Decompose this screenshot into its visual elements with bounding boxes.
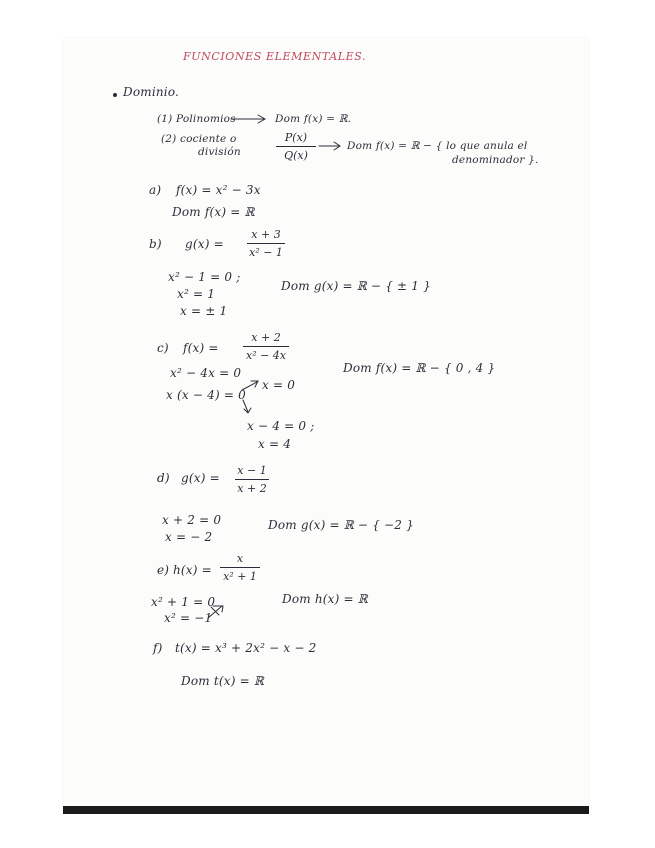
exercise-e-numerator: x	[236, 552, 244, 565]
exercise-f-domain: Dom t(x) = ℝ	[181, 674, 265, 688]
section-heading: Dominio.	[123, 85, 180, 99]
exercise-e-label: e)	[157, 563, 170, 577]
exercise-b-denominator: x² − 1	[249, 246, 283, 259]
exercise-a-domain: Dom f(x) = ℝ	[172, 205, 255, 219]
exercise-c-lhs: f(x) =	[183, 341, 219, 355]
exercise-e-step-2: x² = −1	[164, 611, 213, 625]
exercise-f-label: f)	[153, 641, 163, 655]
up-right-arrow-icon	[242, 382, 257, 390]
exercise-d-lhs: g(x) =	[181, 471, 220, 485]
exercise-d-step-1: x + 2 = 0	[162, 513, 222, 527]
no-solution-mark-icon	[208, 606, 222, 618]
exercise-d-denominator: x + 2	[237, 482, 267, 495]
exercise-b-step-3: x = ± 1	[180, 304, 228, 318]
exercise-b-numerator: x + 3	[251, 228, 281, 241]
rule-1-label: (1) Polinomios	[157, 113, 236, 125]
exercise-c-denominator: x² − 4x	[245, 349, 287, 362]
rule-2-numerator: P(x)	[284, 131, 308, 144]
exercise-b-step-1: x² − 1 = 0 ;	[168, 270, 241, 284]
rule-2-label-a: (2) cociente o	[161, 133, 237, 145]
exercise-e-domain: Dom h(x) = ℝ	[282, 592, 368, 606]
exercise-c-step-2: x (x − 4) = 0	[166, 388, 246, 402]
exercise-c-step-3: x = 0	[262, 378, 296, 392]
rule-2-result: Dom f(x) = ℝ − { lo que anula el	[347, 140, 528, 152]
exercise-c-step-5: x = 4	[258, 437, 292, 451]
exercise-d-numerator: x − 1	[237, 464, 267, 477]
exercise-c-step-4: x − 4 = 0 ;	[247, 419, 315, 433]
rule-1-result: Dom f(x) = ℝ.	[275, 113, 352, 125]
exercise-b-domain: Dom g(x) = ℝ − { ± 1 }	[281, 279, 431, 293]
exercise-c-label: c)	[157, 341, 169, 355]
rule-2-denominator: Q(x)	[284, 149, 308, 162]
page-title: FUNCIONES ELEMENTALES.	[183, 50, 367, 63]
exercise-d-domain: Dom g(x) = ℝ − { −2 }	[268, 518, 414, 532]
exercise-d-step-2: x = − 2	[165, 530, 213, 544]
exercise-c-step-1: x² − 4x = 0	[170, 366, 242, 380]
exercise-b-lhs: g(x) =	[185, 237, 224, 251]
exercise-a-function: f(x) = x² − 3x	[176, 183, 261, 197]
exercise-f-function: t(x) = x³ + 2x² − x − 2	[175, 641, 317, 655]
exercise-d-label: d)	[157, 471, 170, 485]
rule-2-result-b: denominador }.	[452, 154, 539, 166]
exercise-e-denominator: x² + 1	[223, 570, 257, 583]
rule-2-label-b: división	[198, 146, 241, 158]
exercise-a-label: a)	[149, 183, 162, 197]
exercise-e-lhs: h(x) =	[173, 563, 212, 577]
exercise-b-label: b)	[149, 237, 162, 251]
exercise-c-numerator: x + 2	[251, 331, 281, 344]
exercise-e-step-1: x² + 1 = 0	[151, 595, 216, 609]
exercise-c-domain: Dom f(x) = ℝ − { 0 , 4 }	[343, 361, 496, 375]
exercise-b-step-2: x² = 1	[177, 287, 216, 301]
